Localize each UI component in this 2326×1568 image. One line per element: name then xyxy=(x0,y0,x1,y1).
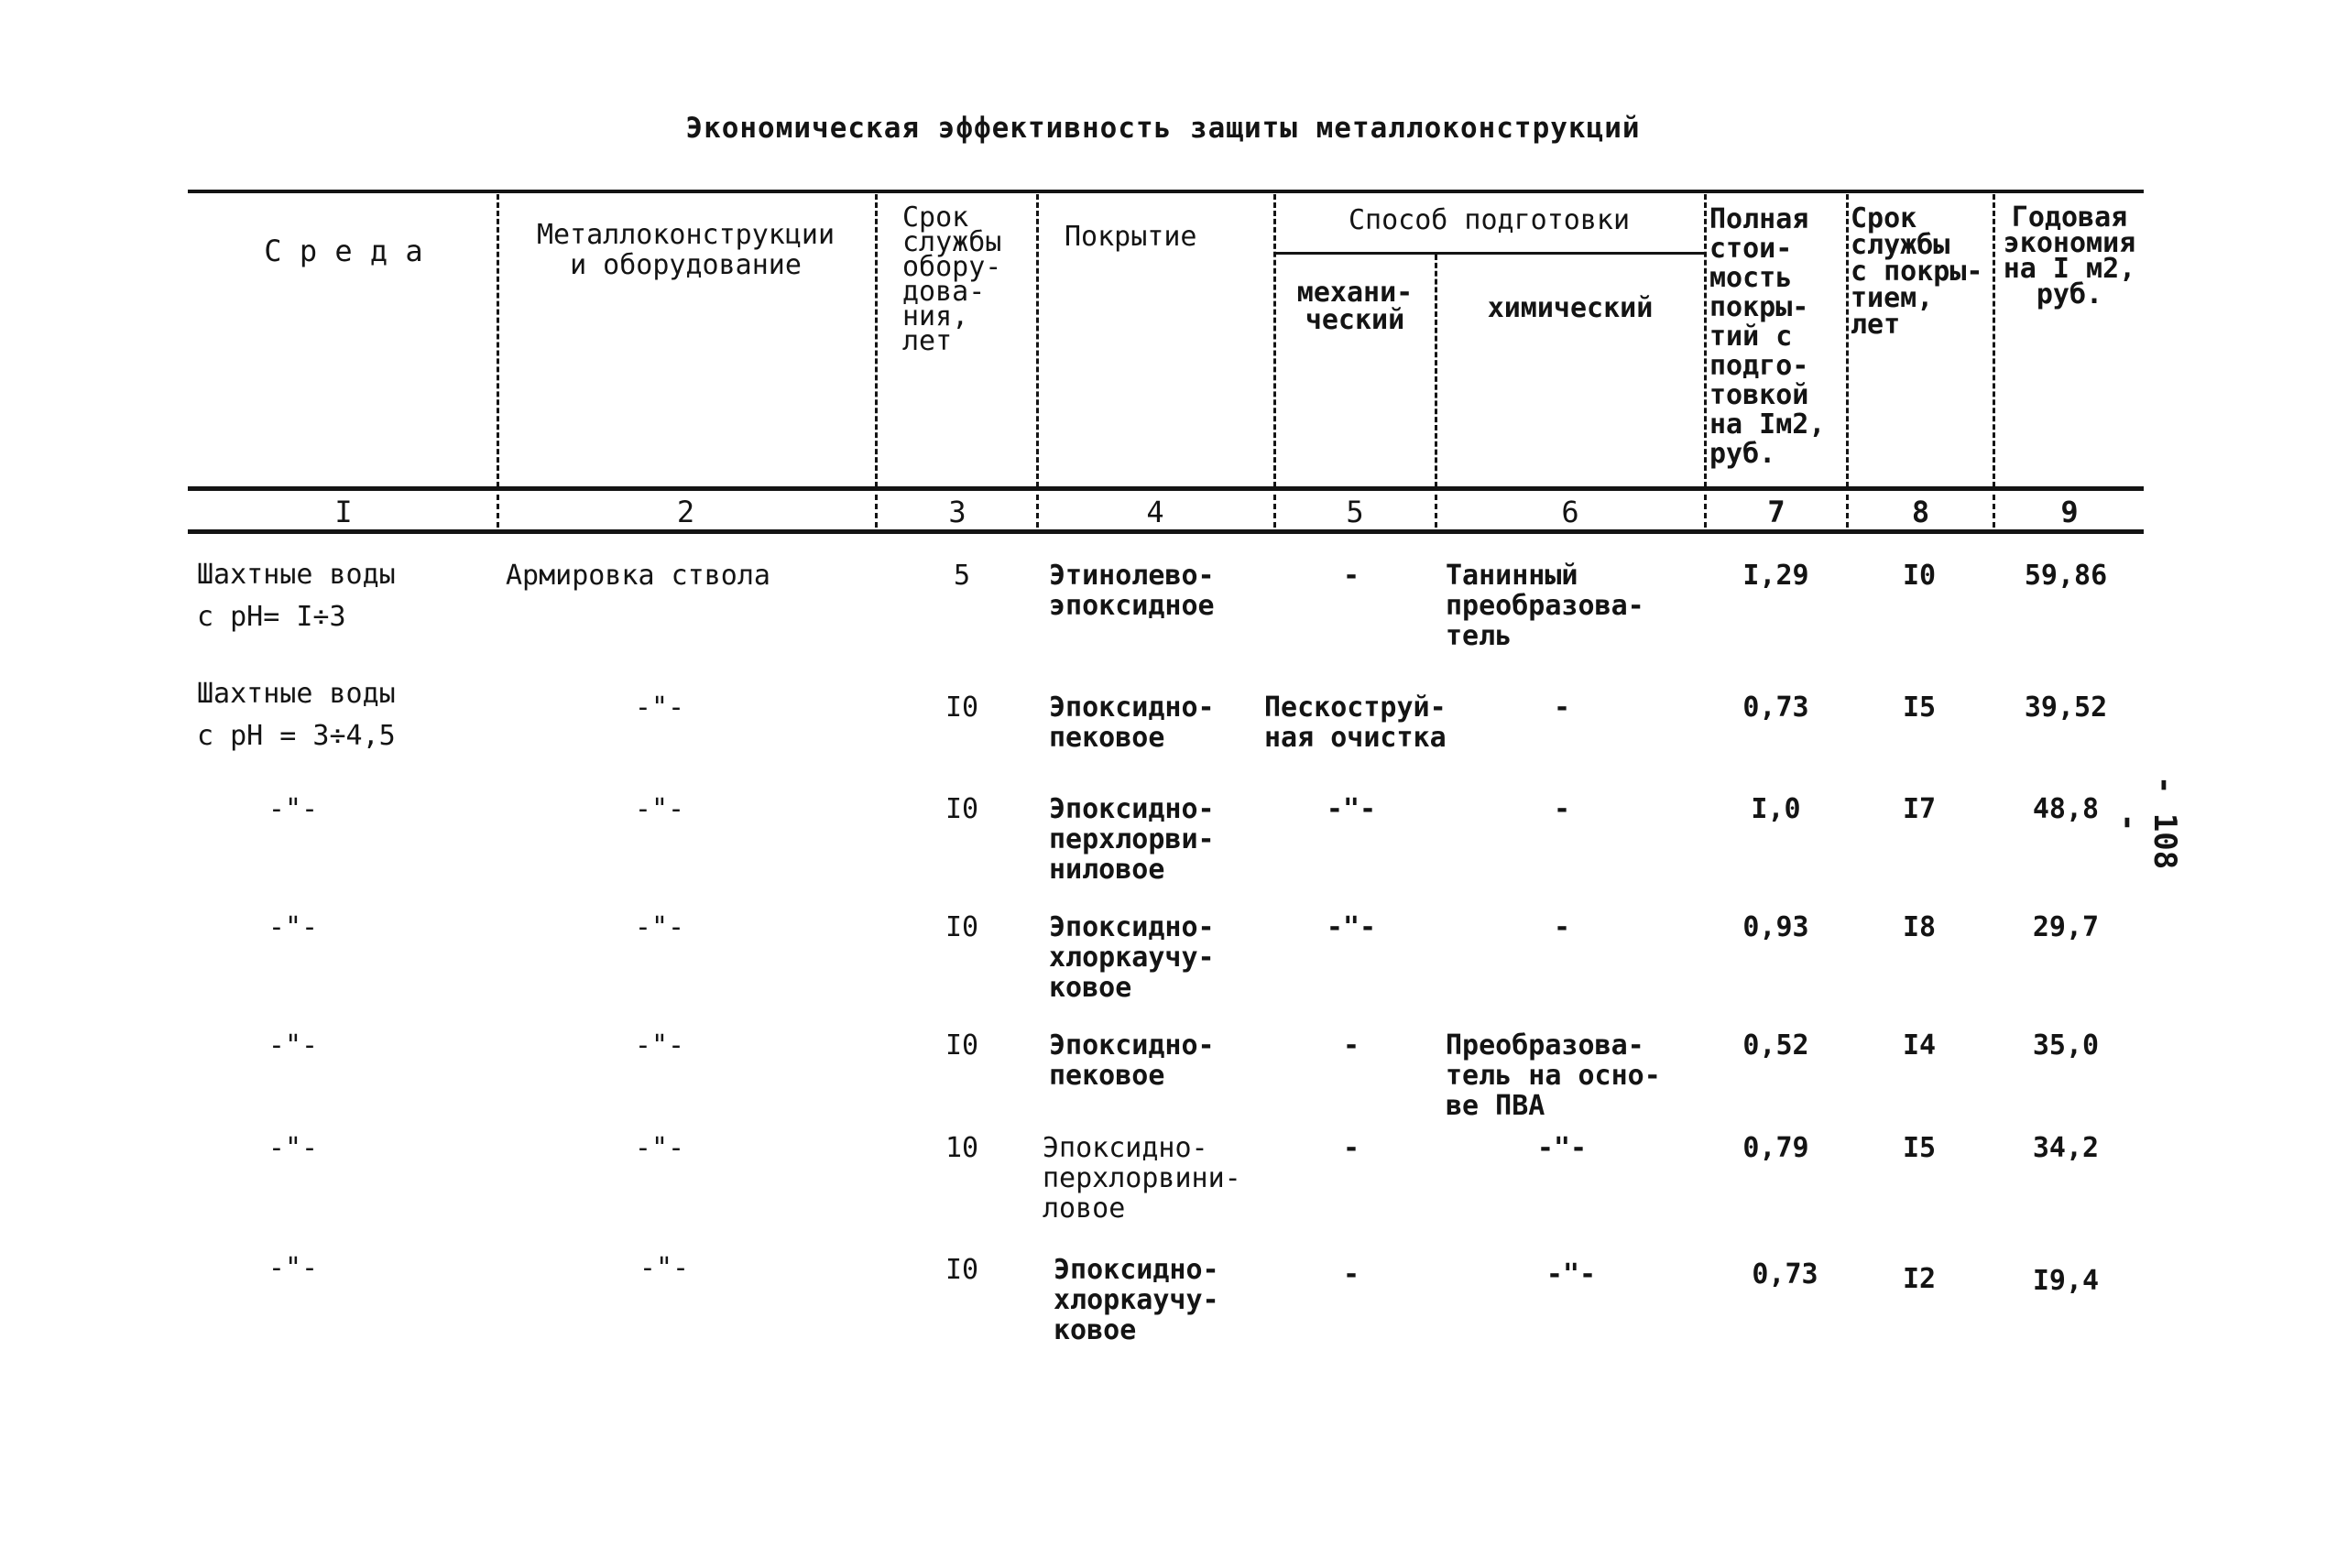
cell-service-life: I0 xyxy=(945,911,979,943)
cell-environment: -"- xyxy=(268,1132,319,1164)
column-number: 3 xyxy=(948,495,966,529)
cell-coating: Эпоксидно- хлоркаучу- ковое xyxy=(1054,1254,1219,1346)
cell-total-cost: 0,52 xyxy=(1742,1029,1809,1062)
column-divider xyxy=(875,495,878,528)
numbers-bottom-rule xyxy=(188,529,2144,534)
cell-total-cost: 0,93 xyxy=(1742,911,1809,943)
header-equipment: Металлоконструкции и оборудование xyxy=(536,219,835,281)
header-annual-saving: Годовая экономия на I м2, руб. xyxy=(2003,201,2136,310)
header-service-life-coated: Срок службы с покры- тием, лет xyxy=(1851,202,1983,341)
column-divider xyxy=(1036,194,1039,487)
cell-total-cost: I,0 xyxy=(1751,793,1801,825)
cell-equipment: -"- xyxy=(634,793,685,825)
cell-environment: -"- xyxy=(268,1029,319,1062)
cell-chemical: -"- xyxy=(1536,1132,1588,1164)
header-environment: С р е д а xyxy=(264,234,423,268)
page-number: - 108 - xyxy=(2110,775,2183,870)
subheader-rule xyxy=(1273,252,1704,255)
cell-chemical: - xyxy=(1553,691,1571,724)
cell-service-life: I0 xyxy=(945,793,979,825)
cell-service-life-coated: I7 xyxy=(1902,793,1937,825)
cell-service-life: I0 xyxy=(945,691,979,724)
header-service-life: Срок службы обору- дова- ния, лет xyxy=(902,201,1002,357)
column-divider xyxy=(1846,495,1849,528)
cell-service-life-coated: I8 xyxy=(1902,911,1937,943)
header-coating: Покрытие xyxy=(1065,221,1197,253)
cell-environment: -"- xyxy=(268,1252,319,1284)
cell-chemical: Преобразова- тель на осно- ве ПВА xyxy=(1446,1029,1661,1122)
cell-total-cost: 0,73 xyxy=(1742,691,1809,724)
cell-service-life-coated: I0 xyxy=(1902,560,1937,592)
cell-total-cost: 0,79 xyxy=(1742,1132,1809,1164)
cell-coating: Эпоксидно- пековое xyxy=(1049,691,1215,754)
cell-coating: Эпоксидно- хлоркаучу- ковое xyxy=(1049,911,1215,1004)
column-number: 6 xyxy=(1561,495,1579,529)
cell-coating: Эпоксидно- перхлорви- ниловое xyxy=(1049,793,1215,886)
cell-equipment: -"- xyxy=(634,911,685,943)
column-number: 2 xyxy=(676,495,695,529)
cell-annual-saving: 48,8 xyxy=(2032,793,2100,825)
cell-coating: Этинолево- эпоксидное xyxy=(1049,560,1215,622)
column-divider xyxy=(1273,495,1276,528)
cell-environment: -"- xyxy=(268,911,319,943)
cell-total-cost: I,29 xyxy=(1742,560,1809,592)
cell-service-life: 10 xyxy=(945,1132,979,1164)
cell-equipment: Армировка ствола xyxy=(506,560,770,592)
cell-coating: Эпоксидно- перхлорвини- ловое xyxy=(1043,1132,1241,1225)
column-number: 4 xyxy=(1146,495,1164,529)
cell-mechanical: - xyxy=(1342,1029,1360,1062)
cell-service-life-coated: I2 xyxy=(1902,1263,1937,1295)
header-chemical: химический xyxy=(1487,292,1654,324)
column-number: 5 xyxy=(1346,495,1364,529)
column-divider xyxy=(1273,194,1276,487)
cell-service-life: I0 xyxy=(945,1029,979,1062)
cell-equipment: -"- xyxy=(634,1132,685,1164)
column-number: 8 xyxy=(1911,495,1930,529)
column-divider xyxy=(1435,255,1437,487)
cell-mechanical: - xyxy=(1342,1132,1360,1164)
cell-mechanical: - xyxy=(1342,1258,1360,1290)
column-divider xyxy=(1435,495,1437,528)
column-number: 9 xyxy=(2060,495,2079,529)
cell-mechanical: -"- xyxy=(1326,793,1377,825)
cell-annual-saving: 59,86 xyxy=(2024,560,2108,592)
cell-service-life-coated: I4 xyxy=(1902,1029,1937,1062)
cell-service-life: 5 xyxy=(953,560,971,592)
cell-mechanical: -"- xyxy=(1326,911,1377,943)
header-bottom-rule xyxy=(188,486,2144,491)
cell-total-cost: 0,73 xyxy=(1752,1258,1818,1290)
column-divider xyxy=(1846,194,1849,487)
cell-chemical: - xyxy=(1553,793,1571,825)
cell-annual-saving: 29,7 xyxy=(2032,911,2100,943)
cell-coating: Эпоксидно- пековое xyxy=(1049,1029,1215,1092)
cell-service-life: I0 xyxy=(945,1254,979,1286)
cell-mechanical: Пескоструй- ная очистка xyxy=(1264,691,1447,754)
page-title: Экономическая эффективность защиты металлоконструкций xyxy=(685,112,1641,145)
cell-equipment: -"- xyxy=(639,1252,690,1284)
cell-annual-saving: 39,52 xyxy=(2024,691,2108,724)
column-number: I xyxy=(334,495,353,529)
column-divider xyxy=(497,495,499,528)
column-divider xyxy=(1704,495,1707,528)
header-total-cost: Полная стои- мость покры- тий с подго- товкой на Iм2, руб. xyxy=(1709,203,1826,470)
cell-service-life-coated: I5 xyxy=(1902,1132,1937,1164)
column-divider xyxy=(1704,194,1707,487)
column-divider xyxy=(497,194,499,487)
cell-environment: Шахтные воды с рН= I÷3 xyxy=(197,559,396,633)
cell-service-life-coated: I5 xyxy=(1902,691,1937,724)
cell-annual-saving: 35,0 xyxy=(2032,1029,2100,1062)
cell-annual-saving: 34,2 xyxy=(2032,1132,2100,1164)
table-top-rule xyxy=(188,190,2144,193)
cell-chemical: -"- xyxy=(1545,1258,1597,1290)
cell-chemical: Танинный преобразова- тель xyxy=(1446,560,1644,652)
cell-annual-saving: I9,4 xyxy=(2032,1265,2100,1297)
cell-equipment: -"- xyxy=(634,1029,685,1062)
column-number: 7 xyxy=(1767,495,1785,529)
column-divider xyxy=(875,194,878,487)
cell-equipment: -"- xyxy=(634,691,685,724)
cell-environment: -"- xyxy=(268,793,319,825)
cell-mechanical: - xyxy=(1342,560,1360,592)
cell-environment: Шахтные воды с рН = 3÷4,5 xyxy=(197,678,396,752)
cell-chemical: - xyxy=(1553,911,1571,943)
header-preparation-method: Способ подготовки xyxy=(1348,204,1631,236)
column-divider xyxy=(1036,495,1039,528)
header-mechanical: механи- ческий xyxy=(1296,277,1414,336)
